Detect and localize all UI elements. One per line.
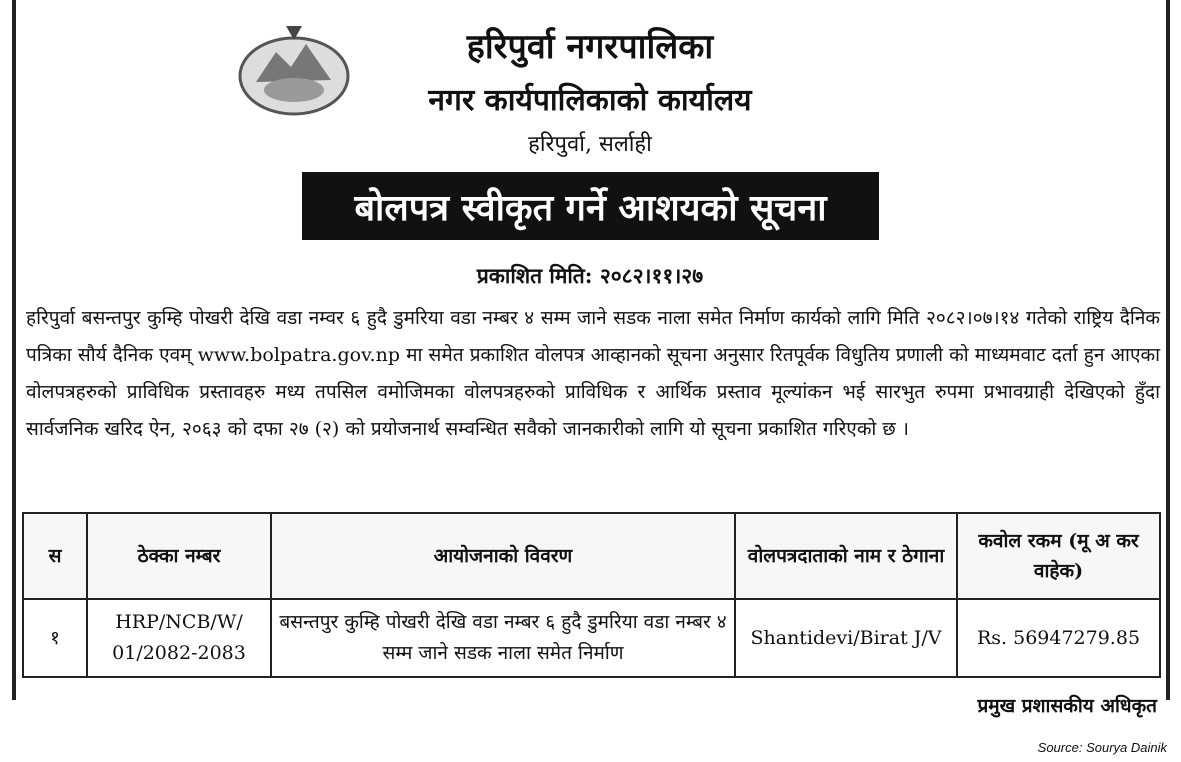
notice-paragraph: हरिपुर्वा बसन्तपुर कुम्हि पोखरी देखि वडा नम्वर ६ हुदै डुमरिया वडा नम्बर ४ सम्म जाने सडक नाला समेत निर्माण कार्यको लागि मिति २०८२।०७।१४ गतेको राष्ट्रिय दैनिक पत्रिका सौर्य दैनिक एवम् www.bolpatra.gov.np मा समेत प्रकाशित वोलपत्र आव्हानको सूचना अनुसार रितपूर्वक विधुतिय प्रणाली को माध्यमवाट दर्ता हुन आएका वोलपत्रहरुको प्राविधिक प्रस्तावहरु मध्य तपसिल वमोजिमका वोलपत्रहरुको प्राविधिक र आर्थिक प्रस्ताव मूल्यांकन भई सारभुत रुपमा प्रभावग्राही देखिएको हुँदा सार्वजनिक खरिद ऐन, २०६३ को दफा २७ (२) को प्रयोजनार्थ सम्वन्धित सवैको जानकारीको लागि यो सूचना प्रकाशित गरिएको छ । [26, 307, 1160, 440]
signatory: प्रमुख प्रशासकीय अधिकृत [977, 695, 1157, 717]
table-row [23, 599, 1160, 677]
published-date: प्रकाशित मिति: २०८२।११।२७ [476, 263, 704, 288]
cell-contract-number: HRP/NCB/W/ 01/2082-2083 [87, 599, 271, 677]
col-contract-number: ठेक्का नम्बर [87, 513, 271, 599]
office-location: हरिपुर्वा, सर्लाही [528, 132, 652, 157]
col-project-description: आयोजनाको विवरण [271, 513, 735, 599]
government-emblem-logo [236, 22, 352, 118]
cell-bidder: Shantidevi/Birat J/V [735, 599, 957, 677]
notice-title: बोलपत्र स्वीकृत गर्ने आशयको सूचना [302, 172, 879, 240]
cell-serial: १ [23, 599, 87, 677]
office-name: नगर कार्यपालिकाको कार्यालय [428, 83, 752, 118]
bid-table [22, 512, 1161, 678]
page-border-right [1166, 0, 1170, 700]
col-bidder: वोलपत्रदाताको नाम र ठेगाना [735, 513, 957, 599]
table-header-row [23, 513, 1160, 599]
cell-project-description: बसन्तपुर कुम्हि पोखरी देखि वडा नम्बर ६ हुदै डुमरिया वडा नम्बर ४ सम्म जाने सडक नाला समेत निर्माण [271, 599, 735, 677]
page-border-left [12, 0, 16, 700]
cell-bid-amount: Rs. 56947279.85 [957, 599, 1160, 677]
col-bid-amount: कवोल रकम (मू अ कर वाहेक) [957, 513, 1160, 599]
source-credit: Source: Sourya Dainik [1037, 740, 1167, 755]
col-serial: स [23, 513, 87, 599]
municipality-name: हरिपुर्वा नगरपालिका [466, 27, 714, 67]
